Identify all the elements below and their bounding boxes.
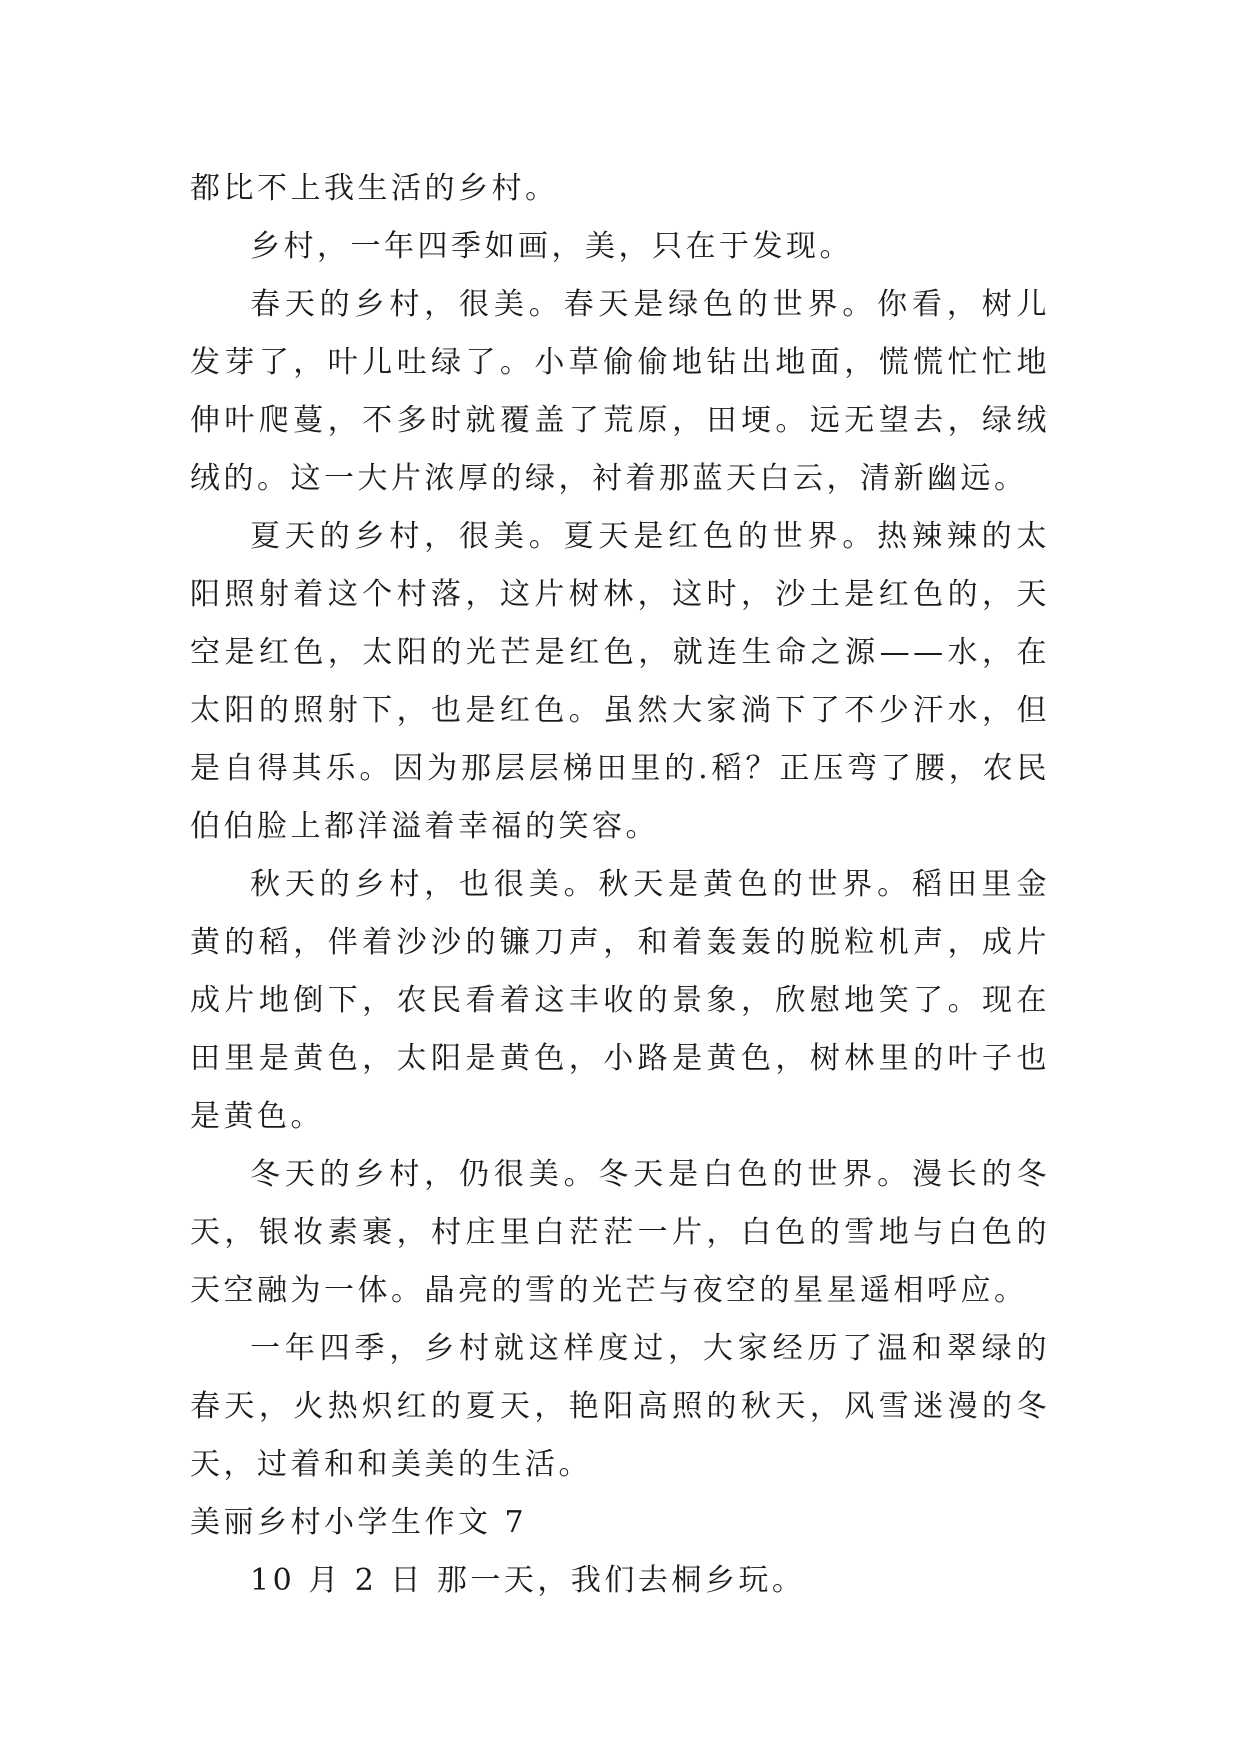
paragraph-winter: 冬天的乡村，仍很美。冬天是白色的世界。漫长的冬天，银妆素裹，村庄里白茫茫一片，白色的雪地与白色的天空融为一体。晶亮的雪的光芒与夜空的星星遥相呼应。 bbox=[190, 1157, 1050, 1308]
document-body bbox=[190, 160, 1050, 1610]
paragraph-summer: 夏天的乡村，很美。夏天是红色的世界。热辣辣的太阳照射着这个村落，这片树林，这时，沙土是红色的，天空是红色，太阳的光芒是红色，就连生命之源——水，在太阳的照射下，也是红色。虽然大家淌下了不少汗水，但是自得其乐。因为那层层梯田里的.稻？正压弯了腰，农民伯伯脸上都洋溢着幸福的笑容。 bbox=[190, 519, 1050, 844]
paragraph-essay-7-opening: 10 月 2 日 那一天，我们去桐乡玩。 bbox=[250, 1563, 806, 1598]
paragraph-intro: 乡村，一年四季如画，美，只在于发现。 bbox=[250, 229, 853, 264]
paragraph-conclusion: 一年四季，乡村就这样度过，大家经历了温和翠绿的春天，火热炽红的夏天，艳阳高照的秋天，风雪迷漫的冬天，过着和和美美的生活。 bbox=[190, 1331, 1050, 1482]
paragraph-continuation: 都比不上我生活的乡村。 bbox=[190, 171, 559, 206]
essay-heading: 美丽乡村小学生作文 7 bbox=[190, 1505, 528, 1540]
paragraph-autumn: 秋天的乡村，也很美。秋天是黄色的世界。稻田里金黄的稻，伴着沙沙的镰刀声，和着轰轰的脱粒机声，成片成片地倒下，农民看着这丰收的景象，欣慰地笑了。现在田里是黄色，太阳是黄色，小路是黄色，树林里的叶子也是黄色。 bbox=[190, 867, 1050, 1134]
paragraph-spring: 春天的乡村，很美。春天是绿色的世界。你看，树儿发芽了，叶儿吐绿了。小草偷偷地钻出地面，慌慌忙忙地伸叶爬蔓，不多时就覆盖了荒原，田埂。远无望去，绿绒绒的。这一大片浓厚的绿，衬着那蓝天白云，清新幽远。 bbox=[190, 287, 1050, 496]
